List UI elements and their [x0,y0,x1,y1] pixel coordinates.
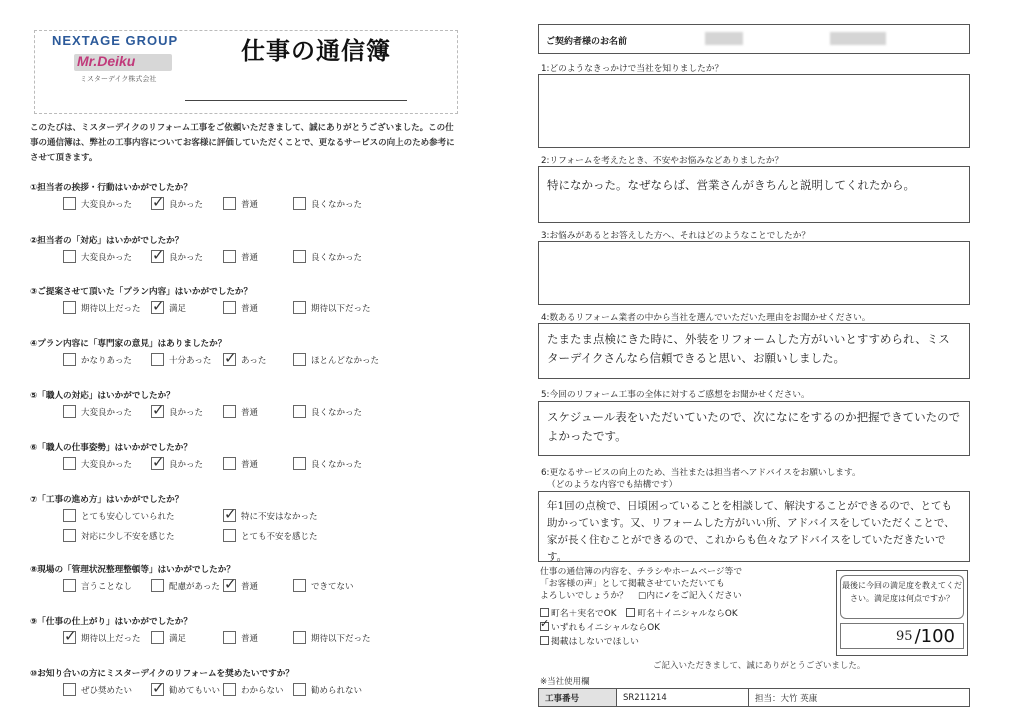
question-1-option-4[interactable] [293,197,362,210]
office-use-label: ※当社使用欄 [540,677,590,687]
option-label: 大変良かった [81,252,133,263]
question-6-title: ⑥「職人の仕事姿勢」はいかがでしたか？ [30,443,192,453]
question-7-title: ⑦「工事の進め方」はいかがでしたか？ [30,495,184,505]
thanks-message: ご記入いただきまして、誠にありがとうございました。 [653,661,866,671]
answer-4-box [538,323,970,379]
option-label: 良かった [169,407,204,418]
option-label: 良くなかった [311,407,363,418]
option-label: 良くなかった [311,459,363,470]
office-use-table [538,688,970,707]
checkbox[interactable] [151,353,164,366]
question-1-title: ①担当者の挨拶・行動はいかがでしたか？ [30,183,192,193]
option-label: 期待以上だった [81,633,141,644]
question-7-options [30,509,460,527]
question-2-option-3[interactable] [223,250,258,263]
question-2-options [30,250,460,268]
score-label: 最後に今回の満足度を教えてください。満足度は何点ですか？ [840,575,964,619]
answer-3-box [538,241,970,305]
question-9-option-3[interactable] [223,631,258,644]
option-label: 良くなかった [311,199,363,210]
option-label: ほとんどなかった [311,355,380,366]
question-9-option-1[interactable] [63,631,141,644]
consent-option-1-label: 町名＋実名でOK [551,609,617,619]
consent-option-3-label: いずれもイニシャルならOK [551,623,660,633]
option-label: わからない [241,685,284,696]
question-10-title: ⑩お知り合いの方にミスターデイクのリフォームを奨めたいですか？ [30,669,294,679]
work-number: SR211214 [617,689,749,706]
company-name: ミスターデイク株式会社 [80,75,157,83]
checkbox[interactable] [223,457,236,470]
question-4-option-4[interactable] [293,353,379,366]
checkbox[interactable] [63,509,76,522]
option-label: 普通 [241,199,259,210]
option-label: とても安心していられた [81,511,175,522]
checkbox[interactable] [223,631,236,644]
question-9-option-4[interactable] [293,631,371,644]
checkbox[interactable] [151,457,164,470]
question-4-option-2[interactable] [151,353,211,366]
option-label: 普通 [241,303,259,314]
option-label: 言うことなし [81,581,133,592]
checkbox[interactable] [293,631,306,644]
question-1-option-2[interactable] [151,197,203,210]
question-10 [30,667,460,701]
score-value: 95 [896,628,913,644]
checkbox[interactable] [223,197,236,210]
score-max: /100 [914,625,955,647]
option-label: できてない [311,581,354,592]
checkbox[interactable] [151,301,164,314]
answer-4-text: たまたま点検にきた時に、外装をリフォームした方がいいとすすめられ、ミスターデイクさんなら信頼できると思い、お願いしました。 [547,332,950,365]
staff-name: 担当：大竹 英康 [755,693,818,704]
question-7-option-4[interactable] [223,529,318,542]
customer-name-label: ご契約者様のお名前 [546,37,628,47]
question-10-option-3[interactable] [223,683,284,696]
checkbox[interactable] [293,457,306,470]
option-label: かなりあった [81,355,132,366]
checkbox[interactable] [223,301,236,314]
question-5-title: ⑤「職人の対応」はいかがでしたか？ [30,391,175,401]
question-2-option-1[interactable] [63,250,132,263]
checkbox[interactable] [223,353,236,366]
question-6-option-2[interactable] [151,457,203,470]
checkbox[interactable] [63,631,76,644]
question-5 [30,389,460,423]
question-3-label: 3:お悩みがあるとお答えした方へ、それはどのようなことでしたか？ [541,231,811,241]
question-7-options [30,529,460,547]
checkbox[interactable] [293,683,306,696]
consent-line-2: 「お客様の声」として掲載させていただいても [540,579,725,589]
question-8 [30,563,460,597]
question-6-label: 6:更なるサービスの向上のため、当社または担当者へアドバイスをお願いします。 [541,468,861,478]
question-6-sublabel: （どのような内容でも結構です） [547,480,678,490]
consent-line-1: 仕事の通信簿の内容を、チラシやホームページ等で [540,567,743,577]
question-4-option-3[interactable] [223,353,266,366]
question-8-options [30,579,460,597]
option-label: 普通 [241,459,259,470]
checkbox[interactable] [223,683,236,696]
question-1 [30,181,460,215]
checkbox[interactable] [151,405,164,418]
checkbox[interactable] [63,579,76,592]
question-10-option-1[interactable] [63,683,132,696]
question-3-option-2[interactable] [151,301,186,314]
question-2 [30,234,460,268]
consent-checkbox-4[interactable] [540,636,549,645]
consent-checkbox-3[interactable] [540,622,549,631]
checkbox[interactable] [223,529,236,542]
question-8-title: ⑧現場の「管理状況整理整頓等」はいかがでしたか？ [30,565,235,575]
question-3-option-4[interactable] [293,301,371,314]
option-label: 満足 [169,303,187,314]
consent-option-4-label: 掲載はしないでほしい [551,637,639,647]
question-5-options [30,405,460,423]
answer-1-box [538,74,970,148]
checkbox[interactable] [293,405,306,418]
question-6-options [30,457,460,475]
checkbox[interactable] [63,197,76,210]
checkbox[interactable] [223,405,236,418]
intro-text: このたびは、ミスターデイクのリフォーム工事をご依頼いただきまして、誠にありがとうございました。この仕事の通信簿は、弊社の工事内容についてお客様に評価していただくことで、更なるサービスの向上のため参考にさせて頂きます。 [30,123,455,163]
question-9-option-2[interactable] [151,631,186,644]
option-label: 満足 [169,633,187,644]
checkbox[interactable] [63,683,76,696]
option-label: 勧められない [311,685,363,696]
question-5-label: 5:今回のリフォーム工事の全体に対するご感想をお聞かせください。 [541,390,810,400]
question-7-option-1[interactable] [63,509,175,522]
checkbox[interactable] [293,250,306,263]
checkbox[interactable] [223,250,236,263]
brand-logo: Mr.Deiku [77,53,136,69]
redacted-name-2 [830,32,886,45]
checkbox[interactable] [293,197,306,210]
answer-2-text: 特になかった。なぜならば、営業さんがきちんと説明してくれたから。 [547,178,915,192]
checkbox[interactable] [293,579,306,592]
option-label: 対応に少し不安を感じた [81,531,175,542]
question-8-option-3[interactable] [223,579,258,592]
option-label: 大変良かった [81,459,133,470]
checkbox[interactable] [151,683,164,696]
checkbox[interactable] [223,509,236,522]
question-1-options [30,197,460,215]
consent-option-4[interactable] [540,636,639,648]
answer-5-box [538,401,970,456]
consent-option-3[interactable] [540,622,660,634]
title-underline [185,100,407,101]
question-4 [30,337,460,371]
question-5-option-2[interactable] [151,405,203,418]
question-3-option-1[interactable] [63,301,141,314]
question-7 [30,493,460,547]
question-3-title: ③ご提案させて頂いた「プラン内容」はいかがでしたか？ [30,287,253,297]
option-label: 勧めてもいい [169,685,221,696]
option-label: 普通 [241,252,259,263]
question-8-option-1[interactable] [63,579,132,592]
option-label: 特に不安はなかった [241,511,318,522]
checkbox[interactable] [63,301,76,314]
question-6 [30,441,460,475]
checkbox[interactable] [63,353,76,366]
checkbox[interactable] [223,579,236,592]
question-8-option-2[interactable] [151,579,220,592]
checkbox[interactable] [151,579,164,592]
option-label: 十分あった [169,355,212,366]
question-4-option-1[interactable] [63,353,132,366]
option-label: 期待以上だった [81,303,141,314]
score-field[interactable] [840,623,964,649]
consent-line-3: よろしいでしょうか？ [540,591,628,601]
option-label: 良くなかった [311,252,363,263]
option-label: 普通 [241,633,259,644]
checkbox[interactable] [151,250,164,263]
checkbox[interactable] [63,250,76,263]
question-8-option-4[interactable] [293,579,354,592]
option-label: 大変良かった [81,199,133,210]
checkbox[interactable] [293,353,306,366]
question-5-option-4[interactable] [293,405,362,418]
question-3 [30,285,460,319]
question-1-option-1[interactable] [63,197,132,210]
question-10-option-4[interactable] [293,683,362,696]
checkbox[interactable] [63,457,76,470]
question-5-option-1[interactable] [63,405,132,418]
question-2-title: ②担当者の「対応」はいかがでしたか？ [30,236,184,246]
answer-6-box [538,491,970,562]
checkbox[interactable] [293,301,306,314]
question-9-title: ⑨「仕事の仕上がり」はいかがでしたか？ [30,617,192,627]
question-4-title: ④プラン内容に「専門家の意見」はありましたか？ [30,339,227,349]
question-6-option-3[interactable] [223,457,258,470]
consent-option-2[interactable] [626,608,737,620]
option-label: 配慮があった [169,581,220,592]
checkbox[interactable] [151,631,164,644]
question-10-option-2[interactable] [151,683,220,696]
option-label: あった [241,355,267,366]
option-label: 普通 [241,581,259,592]
option-label: 期待以下だった [311,303,371,314]
option-label: 期待以下だった [311,633,371,644]
question-6-option-1[interactable] [63,457,132,470]
nextage-logo: NEXTAGE GROUP [52,33,179,48]
question-2-option-2[interactable] [151,250,203,263]
question-4-label: 4:数あるリフォーム業者の中から当社を選んでいただいた理由をお聞かせください。 [541,313,871,323]
question-4-options [30,353,460,371]
question-3-options [30,301,460,319]
consent-line-3b: □内に✓をご記入ください [637,591,742,601]
question-7-option-3[interactable] [63,529,175,542]
question-6-option-4[interactable] [293,457,362,470]
question-3-option-3[interactable] [223,301,258,314]
option-label: 良かった [169,252,204,263]
consent-option-1[interactable] [540,608,616,620]
answer-5-text: スケジュール表をいただいていたので、次になにをするのか把握できていたのでよかったです。 [547,410,961,443]
checkbox[interactable] [151,197,164,210]
question-5-option-3[interactable] [223,405,258,418]
consent-checkbox-2[interactable] [626,608,635,617]
consent-checkbox-1[interactable] [540,608,549,617]
answer-6-text: 年1回の点検で、日頃困っていることを相談して、解決することができるので、とても助かっています。又、リフォームした方がいい所、アドバイスをしていただくことで、家が長く住むことができるので、これからも色々なアドバイスをしていただきたいです。 [547,500,955,563]
checkbox[interactable] [63,529,76,542]
work-number-label: 工事番号 [539,689,617,706]
option-label: ぜひ奨めたい [81,685,133,696]
answer-3-text [539,242,969,254]
answer-1-text [539,75,969,87]
page-title: 仕事の通信簿 [241,37,391,65]
answer-2-box [538,166,970,223]
question-10-options [30,683,460,701]
question-2-label: 2:リフォームを考えたとき、不安やお悩みなどありましたか？ [541,156,784,166]
option-label: 大変良かった [81,407,133,418]
option-label: 良かった [169,199,204,210]
question-1-option-3[interactable] [223,197,258,210]
question-1-label: 1:どのようなきっかけで当社を知りましたか？ [541,64,724,74]
option-label: とても不安を感じた [241,531,318,542]
question-9 [30,615,460,649]
question-7-option-2[interactable] [223,509,318,522]
consent-option-2-label: 町名＋イニシャルならOK [637,609,738,619]
question-2-option-4[interactable] [293,250,362,263]
option-label: 良かった [169,459,204,470]
publish-consent [540,566,830,648]
checkbox[interactable] [63,405,76,418]
question-9-options [30,631,460,649]
option-label: 普通 [241,407,259,418]
redacted-name-1 [705,32,743,45]
